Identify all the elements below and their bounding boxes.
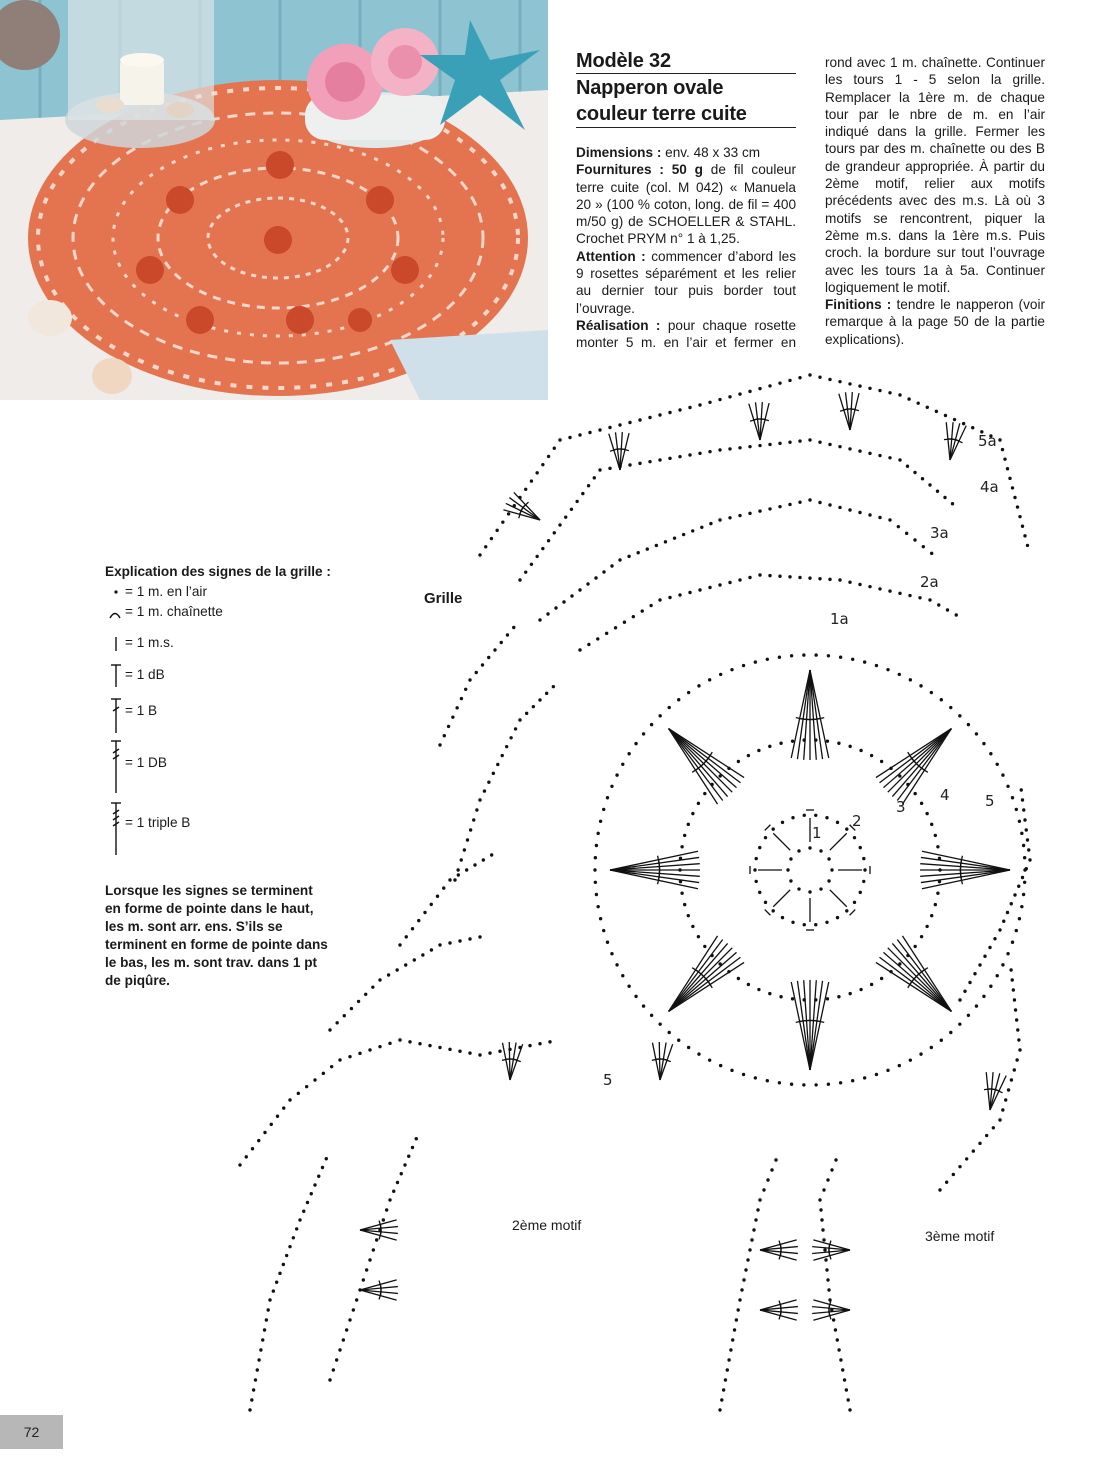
candle-holder — [65, 0, 215, 148]
legend-item-dtr: = 1 triple B — [105, 799, 345, 859]
finitions-value: tendre le napperon (voir remarque à la page 50 de la partie explications). — [825, 297, 1045, 347]
fournitures-paragraph — [576, 161, 796, 247]
legend-item-sc: = 1 m.s. — [105, 625, 345, 657]
legend-item-chain: = 1 m. en l’air — [105, 583, 345, 603]
realisation-value-part1: pour chaque rosette monter 5 m. en l’air et fermer en — [576, 317, 796, 351]
instructions-column-2 — [825, 54, 1045, 348]
motif-3-label: 3ème motif — [925, 1228, 995, 1244]
round-label-3: 3 — [896, 798, 906, 816]
article-title — [576, 74, 796, 128]
chain-dots — [238, 373, 1031, 1411]
round-label-5a: 5a — [978, 432, 997, 450]
round-label-5-left: 5 — [603, 1071, 613, 1089]
round-label-1: 1 — [812, 824, 822, 842]
title-line-1: Napperon ovale — [576, 77, 724, 99]
legend-note: Lorsque les signes se terminent en forme de pointe dans le haut, les m. sont arr. ens. S’ils se terminent en forme de pointe dans le bas, les m. sont trav. dans 1 pt de piqûre. — [105, 883, 328, 988]
attention-paragraph — [576, 248, 796, 317]
legend-item-tr: = 1 DB — [105, 737, 345, 799]
finitions-paragraph — [825, 296, 1045, 348]
round-label-2: 2 — [852, 812, 862, 830]
round-label-4a: 4a — [980, 478, 999, 496]
title-line-2: couleur terre cuite — [576, 103, 747, 125]
dimensions-value: env. 48 x 33 cm — [661, 145, 761, 160]
product-photo — [0, 0, 548, 400]
round-label-1a: 1a — [830, 610, 849, 628]
grille-label: Grille — [424, 590, 463, 607]
attention-value: commencer d’abord les 9 rosettes séparément et les relier au dernier tour puis border tout l’ouvrage. — [576, 248, 796, 316]
realisation-paragraph — [576, 317, 796, 352]
round-label-3a: 3a — [930, 524, 949, 542]
round-label-5: 5 — [985, 792, 995, 810]
round-label-2a: 2a — [920, 573, 939, 591]
fournitures-label: Fournitures : 50 g — [576, 162, 703, 178]
motif-2-label: 2ème motif — [512, 1217, 582, 1233]
legend-item-dc: = 1 B — [105, 693, 345, 737]
dimensions-paragraph — [576, 144, 796, 161]
model-number: Modèle 32 — [576, 50, 796, 74]
dimensions-label: Dimensions : — [576, 145, 662, 160]
realisation-label: Réalisation : — [576, 317, 661, 333]
article-header — [576, 50, 796, 128]
instructions-column-1 — [576, 144, 796, 352]
round-labels — [603, 432, 999, 1089]
fournitures-value: de fil couleur terre cuite (col. M 042) « Manuela 20 » (100 % coton, long. de fil = 400 m/50 g) de SCHOELLER & STAHL. Crochet PRYM n° 1 à 1,25. — [576, 162, 796, 247]
legend-item-slip: = 1 m. chaînette — [105, 603, 345, 625]
legend-title: Explication des signes de la grille : — [105, 564, 331, 579]
page-number: 72 — [0, 1415, 63, 1449]
realisation-continued: rond avec 1 m. chaînette. Continuer les tours 1 - 5 selon la grille. Remplacer la 1ère m. de chaque tour par le nbre de m. en l’air indiqué dans la grille. Fermer les tours par des m. chaînette ou des B de grandeur appropriée. À partir du 2ème motif, relier aux motifs précédents avec des m.s. Là où 3 motifs se rencontrent, piquer la 2ème m.s. dans la 1ère m.s. Puis croch. la bordure sur tout l’ouvrage avec les tours 1a à 5a. Continuer logiquement le motif. — [825, 55, 1045, 295]
stitch-symbols — [360, 392, 1010, 1320]
crochet-chart — [0, 360, 1100, 1415]
round-label-4: 4 — [940, 786, 950, 804]
finitions-label: Finitions : — [825, 297, 892, 313]
legend-item-hdc: = 1 dB — [105, 657, 345, 693]
attention-label: Attention : — [576, 248, 646, 264]
